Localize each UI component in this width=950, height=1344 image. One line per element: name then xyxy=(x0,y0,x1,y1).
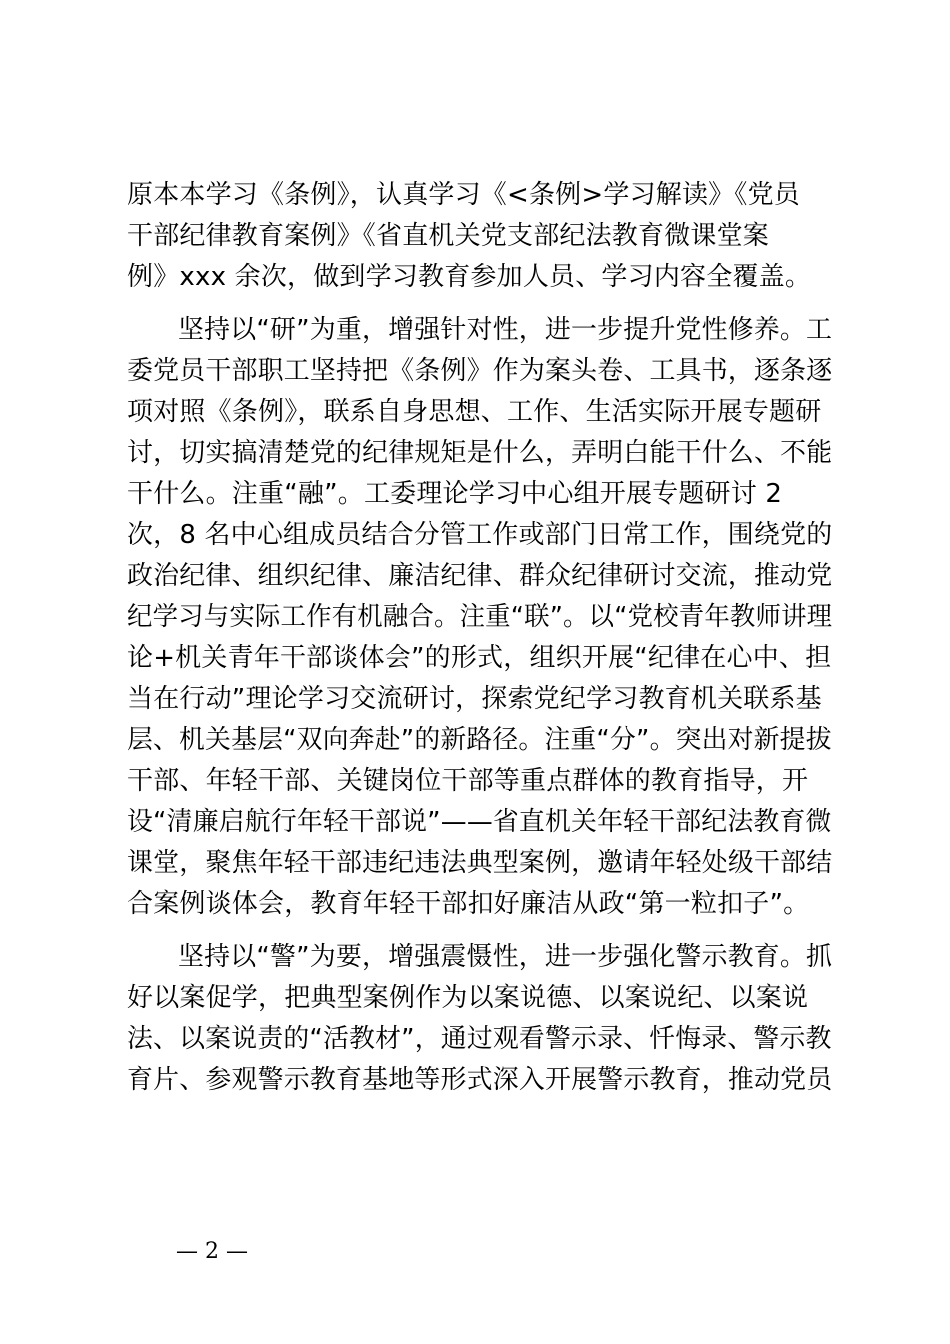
page-number: — 2 — xyxy=(176,1239,248,1264)
text-line-14: 层、机关基层“双向奔赴”的新路径。注重“分”。突出对新提拔 xyxy=(127,725,832,755)
text-line-3: 例》xxx 余次，做到学习教育参加人员、学习内容全覆盖。 xyxy=(127,262,812,292)
text-line-20: 好以案促学，把典型案例作为以案说德、以案说纪、以案说 xyxy=(127,983,809,1013)
text-line-9: 次，8 名中心组成员结合分管工作或部门日常工作，围绕党的 xyxy=(127,520,833,550)
text-line-22: 育片、参观警示教育基地等形式深入开展警示教育，推动党员 xyxy=(127,1065,833,1095)
text-line-17: 课堂，聚焦年轻干部违纪违法典型案例，邀请年轻处级干部结 xyxy=(127,848,833,878)
text-line-1: 原本本学习《条例》，认真学习《<条例>学习解读》《党员 xyxy=(127,180,800,210)
text-line-8: 干什么。注重“融”。工委理论学习中心组开展专题研讨 2 xyxy=(127,479,783,509)
text-line-16: 设“清廉启航行年轻干部说”——省直机关年轻干部纪法教育微 xyxy=(127,807,832,837)
text-line-5: 委党员干部职工坚持把《条例》作为案头卷、工具书，逐条逐 xyxy=(127,356,833,386)
text-line-11: 纪学习与实际工作有机融合。注重“联”。以“党校青年教师讲理 xyxy=(127,602,833,632)
text-line-13: 当在行动”理论学习交流研讨，探索党纪学习教育机关联系基 xyxy=(127,684,822,714)
text-line-7: 讨，切实搞清楚党的纪律规矩是什么，弄明白能干什么、不能 xyxy=(127,438,833,468)
text-line-12: 论+机关青年干部谈体会”的形式，组织开展“纪律在心中、担 xyxy=(127,643,832,673)
text-line-15: 干部、年轻干部、关键岗位干部等重点群体的教育指导，开 xyxy=(127,766,809,796)
paragraph-2-start: 坚持以“研”为重，增强针对性，进一步提升党性修养。工 xyxy=(178,315,833,345)
text-line-18: 合案例谈体会，教育年轻干部扣好廉洁从政“第一粒扣子”。 xyxy=(127,889,810,919)
text-line-6: 项对照《条例》，联系自身思想、工作、生活实际开展专题研 xyxy=(127,397,822,427)
text-line-2: 干部纪律教育案例》《省直机关党支部纪法教育微课堂案 xyxy=(127,221,770,251)
paragraph-3-start: 坚持以“警”为要，增强震慑性，进一步强化警示教育。抓 xyxy=(178,942,833,972)
text-line-21: 法、以案说责的“活教材”，通过观看警示录、忏悔录、警示教 xyxy=(127,1024,832,1054)
text-line-10: 政治纪律、组织纪律、廉洁纪律、群众纪律研讨交流，推动党 xyxy=(127,561,833,591)
